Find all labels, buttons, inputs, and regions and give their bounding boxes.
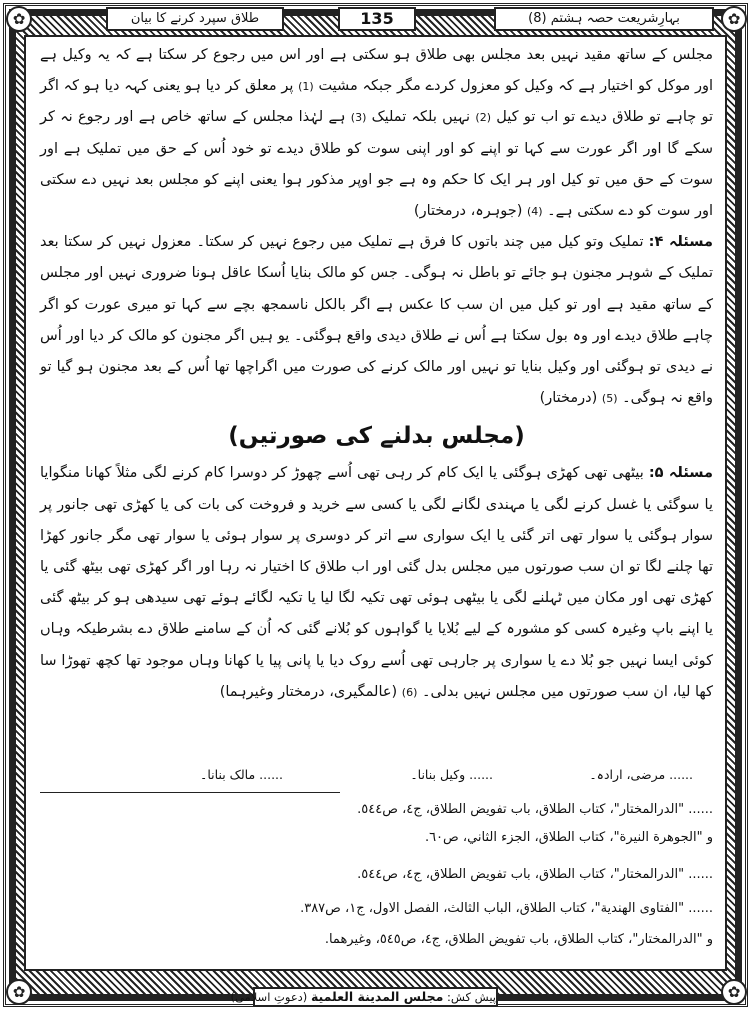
footnote-ref: (5) <box>601 392 618 406</box>
citation: (درمختار) <box>539 390 598 407</box>
footnote-ref: (4) <box>526 205 543 219</box>
page-header <box>24 7 727 33</box>
footnote-ref: (6) <box>401 685 418 699</box>
corner-ornament-icon <box>721 979 747 1005</box>
masala-text: تملیک وتو کیل میں چند باتوں کا فرق ہے تملیک میں رجوع نہیں کر سکتا۔ معزول نہیں کر سکتا بعد تملیک کے شوہر مجنون ہو جائے تو باطل نہ ہوگی۔ جس کو مالک بنایا اُسکا عاقل ہونا ضروری نہیں اور مجلس کے ساتھ مقید ہے اور تو کیل میں ان سب کا عکس ہے اگر بالکل ناسمجھ بچے سے کہا تو میری عورت کو اگر چاہے طلاق دیدے اور وہ بول سکتا ہے اُس نے طلاق دیدی واقع ہوگئی۔ یو ہیں اگر مجنون کو مالک کر دیا اور اُس نے دیدی تو ہوگئی اور وکیل بنایا تو نہیں اور مالک کرنے کی صورت میں اگراچھا تھا اُس کے بعد مجنون ہو گیا تو واقع نہ ہوگی۔ <box>40 234 713 407</box>
paragraph-text: مجلس کے ساتھ مقید نہیں بعد مجلس بھی طلاق ہو سکتی ہے اور اس میں رجوع کر سکتا ہے کہ یہ وکیل ہے اور موکل کو اختیار ہے کہ وکیل کو معزول کردے مگر جبکہ مشیت <box>40 47 714 95</box>
paragraph-text: نہیں بلکہ تملیک <box>371 109 471 126</box>
footnote-line: و "الدرالمختار"، كتاب الطلاق، باب تفويض الطلاق، ج٤، ص٥٤٥، وغيرهما. <box>324 932 713 947</box>
glossary-item: ...... مرضی، ارادہ۔ <box>589 767 693 782</box>
masala-text: بیٹھی تھی کھڑی ہوگئی یا ایک کام کر رہی تھی اُسے چھوڑ کر دوسرا کام کرنے لگی مثلاً کھانا منگوایا یا سوگئی یا غسل کرنے لگی یا مہندی لگانے لگی یا کسی سے خرید و فروخت کی بات کی یا کھڑی تھی جانور پر سوار ہوگئی یا سوار تھی اتر گئی یا ایک سواری سے اتر کر دوسری پر سوار ہوئی یا سوار تھی مگر جانور کھڑا تھا چلنے لگا تو ان سب صورتوں میں مجلس بدل گئی اور اب طلاق کا اختیار نہ رہا اور اگر کھڑی تھی بیٹھ گئی یا کھڑی تھی اور مکان میں ٹہلنے لگی یا بیٹھی ہوئی تھی تکیہ لگا لیا یا تکیہ لگائے ہوئے تھی سیدھی ہو کر بیٹھ گئی یا اپنے باپ وغیرہ کسی کو مشورہ کے لیے بُلایا یا گواہوں کو بُلانے گئی کہ اُن کے سامنے طلاق دے بشرطیکہ وہاں کوئی ایسا نہیں جو بُلا دے یا سواری پر جارہی تھی اُسے روک دیا یا پانی پیا یا کھانا وہاں موجود تھا کچھ تھوڑا سا کھا لیا، ان سب صورتوں میں مجلس نہیں بدلی۔ <box>40 465 713 700</box>
section-heading: (مجلس بدلنے کی صورتیں) <box>228 423 525 450</box>
footnote-line: ...... "الدرالمختار"، كتاب الطلاق، باب تفويض الطلاق، ج٤، ص٥٤٤. <box>357 867 713 882</box>
page-number: 135 <box>338 7 416 31</box>
footnote-divider <box>40 792 340 793</box>
corner-ornament-icon <box>6 979 32 1005</box>
publisher-footer <box>230 987 498 1007</box>
chapter-title: طلاق سپرد کرنے کا بیان <box>106 7 284 31</box>
footnote-ref: (2) <box>475 111 491 125</box>
glossary-item: ...... وکیل بنانا۔ <box>410 767 493 782</box>
masala-4 <box>40 227 713 414</box>
paragraph-text: ہے لہٰذا مجلس کے ساتھ خاص ہے اور رجوع نہ کر سکے گا اور اگر عورت سے کہا تو اپنے کو اور اپنی سوت کو طلاق دیدے تو خود اُس کے حق میں تملیک ہے اور سوت کے حق میں تو کیل اور ہر ایک کا حکم وہ ہے جو اوپر مذکور ہوا یعنی اپنے کو مجلس بعد نہیں دے سکتی اور سوت کو دے سکتی ہے۔ <box>40 109 713 220</box>
page-body <box>40 40 713 708</box>
footnote-ref: (1) <box>298 80 314 94</box>
publisher-org: (دعوتِ اسلامی) <box>230 990 308 1004</box>
masala-label: مسئلہ ۵: <box>648 465 713 482</box>
footnote-line: و "الجوهرة النيرة"، كتاب الطلاق، الجزء الثاني، ص٦٠. <box>424 830 713 845</box>
glossary-item: ...... مالک بنانا۔ <box>200 767 283 782</box>
masala-label: مسئلہ ۴: <box>648 234 714 251</box>
citation: (جوہرہ، درمختار) <box>413 203 523 220</box>
footer-prefix: پیش کش: <box>447 990 496 1004</box>
citation: (عالمگیری، درمختار وغیرہما) <box>219 683 398 700</box>
footnote-line: ...... "الدرالمختار"، كتاب الطلاق، باب تفويض الطلاق، ج٤، ص٥٤٤. <box>357 802 713 817</box>
publisher-name: مجلس المدينة العلمية <box>310 989 444 1004</box>
paragraph-1 <box>40 40 713 227</box>
footnote-line: ...... "الفتاوى الهندية"، كتاب الطلاق، الباب الثالث، الفصل الاول، ج١، ص٣٨٧. <box>300 901 713 916</box>
paragraph-text: پر معلق کر دیا ہو یعنی کہہ دیا ہو کہ اگر تو چاہے تو طلاق دیدے تو اب تو کیل <box>40 78 714 126</box>
masala-5 <box>40 458 713 708</box>
book-section-title: بہارِشریعت حصہ ہشتم (8) <box>494 7 714 31</box>
footnote-ref: (3) <box>350 111 367 125</box>
